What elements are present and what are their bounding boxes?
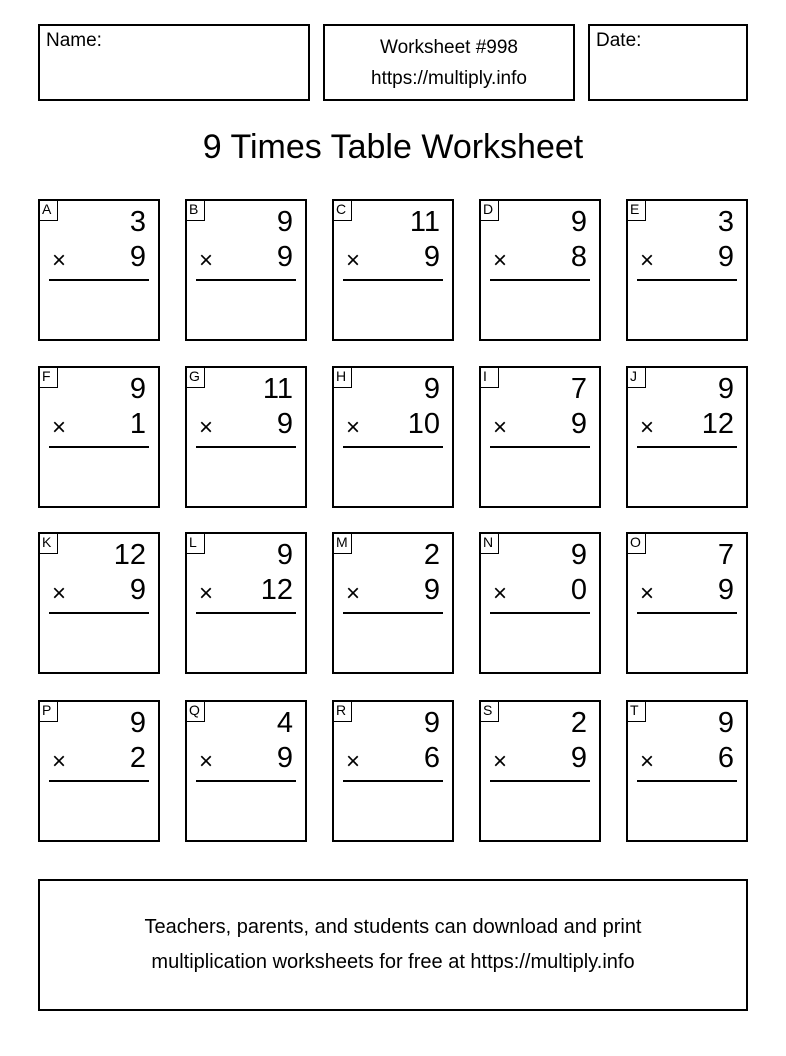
problem-top-number: 9	[129, 707, 146, 739]
problem-letter: G	[185, 366, 205, 388]
times-sign: ×	[346, 748, 361, 775]
problem-bottom-number: 6	[717, 742, 734, 774]
problem-letter: I	[479, 366, 499, 388]
problem-top-number: 9	[717, 707, 734, 739]
problem-top-number: 4	[276, 707, 293, 739]
problem-letter: B	[185, 199, 205, 221]
answer-line	[343, 780, 443, 782]
footer-box	[38, 879, 748, 1011]
problem-card[interactable]	[38, 700, 160, 842]
problem-card[interactable]	[332, 366, 454, 508]
page-title: 9 Times Table Worksheet	[202, 128, 584, 166]
problem-card[interactable]	[332, 199, 454, 341]
date-label: Date:	[596, 30, 642, 51]
problem-letter: C	[332, 199, 352, 221]
times-sign: ×	[640, 580, 655, 607]
times-sign: ×	[199, 414, 214, 441]
answer-line	[343, 279, 443, 281]
answer-line	[49, 446, 149, 448]
problem-letter: E	[626, 199, 646, 221]
answer-line	[196, 446, 296, 448]
answer-line	[637, 446, 737, 448]
problem-bottom-number: 9	[423, 574, 440, 606]
problem-bottom-number: 9	[129, 241, 146, 273]
problem-top-number: 2	[423, 539, 440, 571]
problem-bottom-number: 9	[276, 241, 293, 273]
answer-line	[637, 612, 737, 614]
problem-letter: D	[479, 199, 499, 221]
problem-letter: F	[38, 366, 58, 388]
problem-card[interactable]	[626, 366, 748, 508]
problem-card[interactable]	[479, 199, 601, 341]
times-sign: ×	[346, 414, 361, 441]
problem-card[interactable]	[185, 366, 307, 508]
times-sign: ×	[640, 247, 655, 274]
problem-card[interactable]	[626, 532, 748, 674]
problem-bottom-number: 9	[276, 408, 293, 440]
problem-card[interactable]	[185, 532, 307, 674]
times-sign: ×	[346, 580, 361, 607]
problem-bottom-number: 9	[570, 742, 587, 774]
times-sign: ×	[52, 748, 67, 775]
problem-top-number: 9	[717, 373, 734, 405]
problem-top-number: 9	[423, 707, 440, 739]
problem-top-number: 9	[570, 539, 587, 571]
problem-bottom-number: 12	[701, 408, 734, 440]
answer-line	[49, 780, 149, 782]
times-sign: ×	[493, 580, 508, 607]
problem-top-number: 7	[717, 539, 734, 571]
problem-bottom-number: 0	[570, 574, 587, 606]
problem-bottom-number: 1	[129, 408, 146, 440]
problem-bottom-number: 12	[260, 574, 293, 606]
problem-top-number: 11	[409, 206, 440, 238]
problem-top-number: 3	[717, 206, 734, 238]
answer-line	[490, 279, 590, 281]
problem-letter: M	[332, 532, 352, 554]
answer-line	[343, 446, 443, 448]
problem-bottom-number: 9	[129, 574, 146, 606]
date-field-box[interactable]	[588, 24, 748, 101]
answer-line	[49, 279, 149, 281]
problem-top-number: 2	[570, 707, 587, 739]
answer-line	[637, 279, 737, 281]
answer-line	[490, 780, 590, 782]
times-sign: ×	[199, 748, 214, 775]
name-label: Name:	[46, 30, 102, 51]
problem-bottom-number: 10	[407, 408, 440, 440]
problem-top-number: 11	[262, 373, 293, 405]
problem-letter: R	[332, 700, 352, 722]
answer-line	[49, 612, 149, 614]
problem-letter: H	[332, 366, 352, 388]
problem-letter: O	[626, 532, 646, 554]
worksheet-number: Worksheet #998	[379, 37, 518, 58]
times-sign: ×	[640, 748, 655, 775]
worksheet-info-box	[323, 24, 575, 101]
answer-line	[196, 612, 296, 614]
problem-bottom-number: 6	[423, 742, 440, 774]
problem-letter: J	[626, 366, 646, 388]
problem-top-number: 9	[276, 539, 293, 571]
problem-card[interactable]	[626, 700, 748, 842]
problem-top-number: 9	[570, 206, 587, 238]
times-sign: ×	[199, 580, 214, 607]
problem-letter: A	[38, 199, 58, 221]
footer-line-2: multiplication worksheets for free at https://multiply.info	[151, 951, 635, 973]
problem-top-number: 9	[129, 373, 146, 405]
name-field-box[interactable]	[38, 24, 310, 101]
problem-letter: K	[38, 532, 58, 554]
problem-letter: L	[185, 532, 205, 554]
problem-card[interactable]	[332, 700, 454, 842]
problem-bottom-number: 2	[129, 742, 146, 774]
times-sign: ×	[52, 414, 67, 441]
answer-line	[196, 279, 296, 281]
problem-letter: S	[479, 700, 499, 722]
answer-line	[196, 780, 296, 782]
answer-line	[637, 780, 737, 782]
problem-card[interactable]	[38, 199, 160, 341]
problem-bottom-number: 9	[717, 574, 734, 606]
problem-top-number: 7	[570, 373, 587, 405]
problem-letter: T	[626, 700, 646, 722]
worksheet-url: https://multiply.info	[371, 68, 527, 89]
times-sign: ×	[52, 247, 67, 274]
problem-letter: P	[38, 700, 58, 722]
problem-top-number: 9	[423, 373, 440, 405]
times-sign: ×	[52, 580, 67, 607]
problem-card[interactable]	[185, 199, 307, 341]
problem-top-number: 12	[113, 539, 146, 571]
times-sign: ×	[493, 247, 508, 274]
times-sign: ×	[346, 247, 361, 274]
problem-bottom-number: 8	[570, 241, 587, 273]
times-sign: ×	[493, 414, 508, 441]
problem-card[interactable]	[479, 366, 601, 508]
footer-line-1: Teachers, parents, and students can download and print	[144, 916, 642, 938]
times-sign: ×	[493, 748, 508, 775]
times-sign: ×	[640, 414, 655, 441]
problem-card[interactable]	[479, 532, 601, 674]
problem-bottom-number: 9	[276, 742, 293, 774]
problem-top-number: 9	[276, 206, 293, 238]
times-sign: ×	[199, 247, 214, 274]
answer-line	[490, 612, 590, 614]
answer-line	[490, 446, 590, 448]
problem-card[interactable]	[38, 366, 160, 508]
problem-card[interactable]	[626, 199, 748, 341]
problem-card[interactable]	[185, 700, 307, 842]
problem-card[interactable]	[332, 532, 454, 674]
problem-letter: N	[479, 532, 499, 554]
problem-card[interactable]	[38, 532, 160, 674]
answer-line	[343, 612, 443, 614]
problem-bottom-number: 9	[570, 408, 587, 440]
problem-top-number: 3	[129, 206, 146, 238]
problem-letter: Q	[185, 700, 205, 722]
problem-bottom-number: 9	[717, 241, 734, 273]
problem-card[interactable]	[479, 700, 601, 842]
problem-bottom-number: 9	[423, 241, 440, 273]
